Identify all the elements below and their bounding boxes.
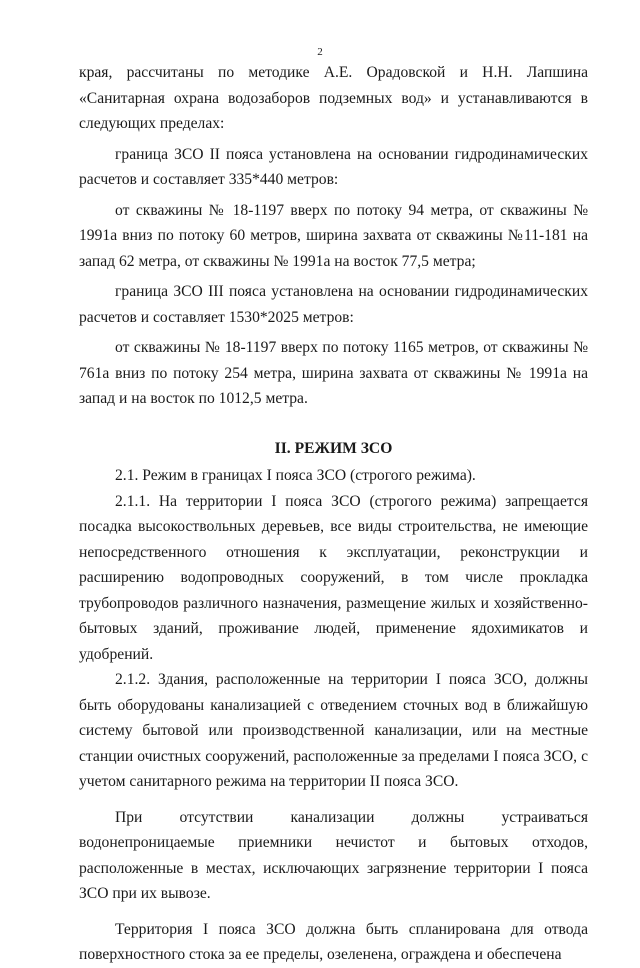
paragraph-zone-3-boundary: граница ЗСО III пояса установлена на основании гидродинамических расчетов и составляет 1530*2025 метров:: [79, 283, 588, 326]
paragraph-territory: Территория I пояса ЗСО должна быть спланирована для отвода поверхностного стока за ее пределы, озеленена, ограждена и обеспечена: [79, 920, 588, 963]
page-number: 2: [317, 46, 323, 58]
paragraph-2-1-1: 2.1.1. На территории I пояса ЗСО (строгого режима) запрещается посадка высокоствольных деревьев, все виды строительства, не имеющие непосредственного отношения к эксплуатации, реконструкции и расширению водопроводных сооружений, в том числе прокладка трубопроводов различного назначения, размещение жилых и хозяйственно-бытовых зданий, проживание людей, применение ядохимикатов и удобрений.: [79, 492, 588, 663]
paragraph-2-1: 2.1. Режим в границах I пояса ЗСО (строгого режима).: [115, 467, 476, 484]
paragraph-no-sewage: При отсутствии канализации должны устраиваться водонепроницаемые приемники нечистот и бытовых отходов, расположенные в местах, исключающих загрязнение территории I пояса ЗСО при их вывозе.: [79, 808, 588, 902]
paragraph-zone-2-boundary: граница ЗСО II пояса установлена на основании гидродинамических расчетов и составляет 335*440 метров:: [79, 145, 588, 188]
paragraph-zone-2-wells: от скважины № 18-1197 вверх по потоку 94 метра, от скважины № 1991а вниз по потоку 60 метров, ширина захвата от скважины №11-181 на запад 62 метра, от скважины № 1991а на восток 77,5 метра;: [79, 201, 588, 270]
paragraph-2-1-2: 2.1.2. Здания, расположенные на территории I пояса ЗСО, должны быть оборудованы канализацией с отведением сточных вод в ближайшую систему бытовой или производственной канализации, или на местные станции очистных сооружений, расположенные за пределами I пояса ЗСО, с учетом санитарного режима на территории II пояса ЗСО.: [79, 671, 588, 790]
document-body: [79, 60, 588, 968]
section-heading: II. РЕЖИМ ЗСО: [274, 439, 393, 457]
paragraph-zone-3-wells: от скважины № 18-1197 вверх по потоку 1165 метров, от скважины № 761а вниз по потоку 254 метра, ширина захвата от скважины № 1991а на запад и на восток по 1012,5 метра.: [79, 339, 588, 407]
paragraph-continuation: края, рассчитаны по методике А.Е. Орадовской и Н.Н. Лапшина «Санитарная охрана водозаборов подземных вод» и устанавливаются в следующих пределах:: [79, 64, 588, 132]
